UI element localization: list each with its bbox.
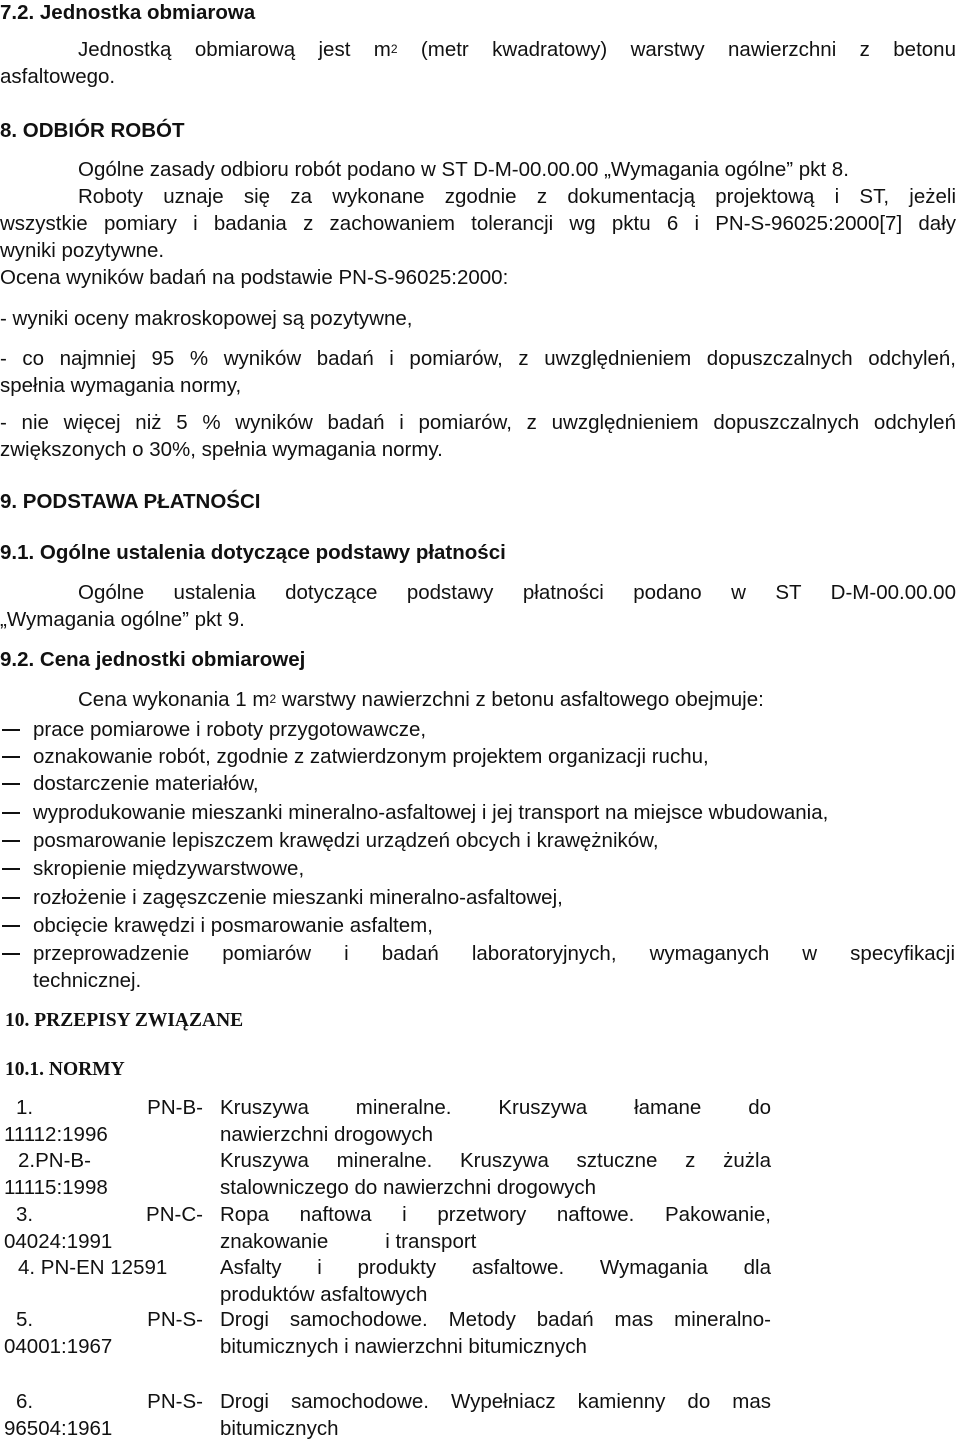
s8-line4: wyniki pozytywne. bbox=[0, 239, 165, 262]
list-item: oznakowanie robót, zgodnie z zatwierdzonym projektem organizacji ruchu, bbox=[0, 743, 960, 770]
norm-title: Drogi samochodowe. Wypełniacz kamienny do mas bitumicznych bbox=[220, 1390, 771, 1440]
section-7-2-heading: 7.2. Jednostka obmiarowa bbox=[0, 1, 256, 24]
s8-bullet-3a: - nie więcej niż 5 % wyników badań i pomiarów, z uwzględnieniem dopuszczalnych odchyleń bbox=[0, 411, 956, 434]
section-9-2-heading: 9.2. Cena jednostki obmiarowej bbox=[0, 648, 306, 671]
list-item: posmarowanie lepiszczem krawędzi urządzeń obcych i krawężników, bbox=[0, 827, 960, 854]
list-item: przeprowadzenie pomiarów i badań laboratoryjnych, wymaganych w specyfikacji bbox=[0, 940, 960, 967]
dash-bullet bbox=[2, 897, 20, 899]
list-item: prace pomiarowe i roboty przygotowawcze, bbox=[0, 716, 960, 743]
s8-line1: Ogólne zasady odbioru robót podano w ST D-M-00.00.00 „Wymagania ogólne” pkt 8. bbox=[78, 158, 849, 181]
list-item: dostarczenie materiałów, bbox=[0, 770, 960, 797]
dash-bullet bbox=[2, 868, 20, 870]
dash-bullet bbox=[2, 812, 20, 814]
s8-bullet-3b: zwiększonych o 30%, spełnia wymagania normy. bbox=[0, 438, 443, 461]
dash-bullet bbox=[2, 840, 20, 842]
norm-number: 3. PN-C- 04024:1991 bbox=[4, 1203, 203, 1253]
dash-bullet bbox=[2, 953, 20, 955]
list-item: obcięcie krawędzi i posmarowanie asfaltem, bbox=[0, 912, 960, 939]
norm-number: 1. PN-B- 11112:1996 bbox=[4, 1096, 203, 1146]
s92-intro: Cena wykonania 1 $m^2$ warstwy nawierzchni z betonu asfaltowego obejmuje: bbox=[78, 688, 764, 711]
s91-line2: „Wymagania ogólne” pkt 9. bbox=[0, 608, 245, 631]
s8-line2: Roboty uznaje się za wykonane zgodnie z dokumentacją projektową i ST, jeżeli bbox=[78, 185, 956, 208]
s8-bullet-2b: spełnia wymagania normy, bbox=[0, 374, 242, 397]
s8-line5: Ocena wyników badań na podstawie PN-S-96025:2000: bbox=[0, 266, 509, 289]
dash-bullet bbox=[2, 756, 20, 758]
norm-title: Kruszywa mineralne. Kruszywa sztuczne z żużla stalowniczego do nawierzchni drogowych bbox=[220, 1149, 771, 1199]
list-item: wyprodukowanie mieszanki mineralno-asfaltowej i jej transport na miejsce wbudowania, bbox=[0, 799, 960, 826]
norm-title: Ropa naftowa i przetwory naftowe. Pakowanie, znakowanie i transport bbox=[220, 1203, 771, 1253]
section-10-heading: 10. PRZEPISY ZWIĄZANE bbox=[5, 1010, 244, 1031]
s72-line2: asfaltowego. bbox=[0, 65, 116, 88]
list-item-continuation: technicznej. bbox=[33, 969, 142, 992]
dash-bullet bbox=[2, 729, 20, 731]
list-item: skropienie międzywarstwowe, bbox=[0, 855, 960, 882]
norm-number: 2.PN-B- 11115:1998 bbox=[4, 1149, 108, 1199]
list-item: rozłożenie i zagęszczenie mieszanki mineralno-asfaltowej, bbox=[0, 884, 960, 911]
section-10-1-heading: 10.1. NORMY bbox=[5, 1059, 125, 1080]
norm-number: 5. PN-S- 04001:1967 bbox=[4, 1308, 203, 1358]
s8-bullet-1: - wyniki oceny makroskopowej są pozytywne, bbox=[0, 307, 413, 330]
norm-number: 4. PN-EN 12591 bbox=[18, 1256, 168, 1279]
s8-bullet-2a: - co najmniej 95 % wyników badań i pomiarów, z uwzględnieniem dopuszczalnych odchyleń, bbox=[0, 347, 956, 370]
norm-title: Kruszywa mineralne. Kruszywa łamane do nawierzchni drogowych bbox=[220, 1096, 771, 1146]
section-8-heading: 8. ODBIÓR ROBÓT bbox=[0, 119, 185, 142]
section-9-heading: 9. PODSTAWA PŁATNOŚCI bbox=[0, 490, 261, 513]
dash-bullet bbox=[2, 783, 20, 785]
dash-bullet bbox=[2, 925, 20, 927]
s91-line1: Ogólne ustalenia dotyczące podstawy płatności podano w ST D-M-00.00.00 bbox=[78, 581, 956, 604]
s8-line3: wszystkie pomiary i badania z zachowaniem tolerancji wg pktu 6 i PN-S-96025:2000[7] dały bbox=[0, 212, 956, 235]
s72-line1: Jednostką obmiarową jest $m^2$ (metr kwadratowy) warstwy nawierzchni z betonu bbox=[78, 38, 956, 61]
norm-number: 6. PN-S- 96504:1961 bbox=[4, 1390, 203, 1440]
norm-title: Asfalty i produkty asfaltowe. Wymagania dla produktów asfaltowych bbox=[220, 1256, 771, 1306]
section-9-1-heading: 9.1. Ogólne ustalenia dotyczące podstawy płatności bbox=[0, 541, 506, 564]
norm-title: Drogi samochodowe. Metody badań mas mineralno- bitumicznych i nawierzchni bitumicznych bbox=[220, 1308, 771, 1358]
